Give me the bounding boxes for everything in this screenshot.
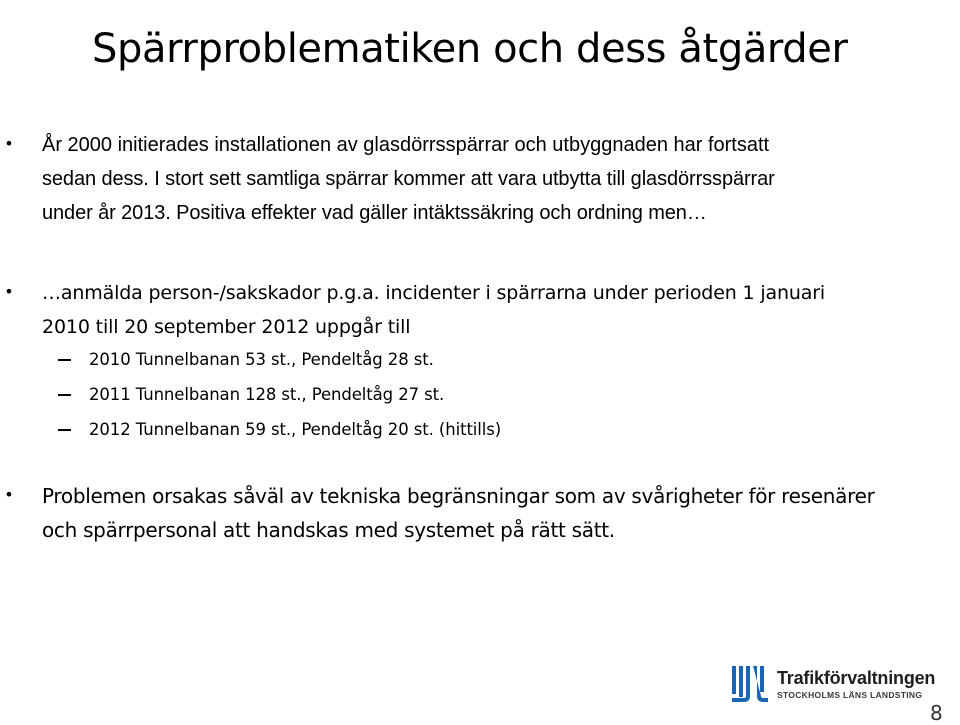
slide-title: Spärrproblematiken och dess åtgärder: [92, 25, 848, 72]
bullet-marker: •: [4, 134, 14, 153]
sub-bullet-dash: [58, 359, 71, 361]
bullet-1-line-3: under år 2013. Positiva effekter vad gäller intäktssäkring och ordning men…: [42, 202, 707, 224]
bullet-2-line-2: 2010 till 20 september 2012 uppgår till: [42, 316, 411, 338]
sub-bullet-dash: [58, 394, 71, 396]
bullet-marker: •: [4, 485, 14, 504]
bullet-paragraph-2: [42, 276, 825, 344]
bullet-1-line-1: År 2000 initierades installationen av glasdörrsspärrar och utbyggnaden har fortsatt: [42, 134, 770, 156]
bullet-2-line-1: …anmälda person-/sakskador p.g.a. incidenter i spärrarna under perioden 1 januari: [42, 282, 826, 304]
sub-item-2011: 2011 Tunnelbanan 128 st., Pendeltåg 27 st.: [89, 385, 445, 404]
bullet-marker: •: [4, 282, 14, 301]
trafikforvaltningen-logo: [730, 664, 960, 704]
logo-name: Trafikförvaltningen: [777, 668, 936, 688]
bullet-paragraph-3: [42, 479, 875, 547]
bullet-paragraph-1: [42, 128, 775, 230]
trafikforvaltningen-logo-icon: [730, 664, 770, 704]
bullet-3-line-1: Problemen orsakas såväl av tekniska begränsningar som av svårigheter för resenärer: [42, 484, 875, 508]
sub-bullet-dash: [58, 429, 71, 431]
sub-item-2010: 2010 Tunnelbanan 53 st., Pendeltåg 28 st.: [89, 350, 434, 369]
bullet-3-line-2: och spärrpersonal att handskas med systemet på rätt sätt.: [42, 518, 615, 542]
bullet-1-line-2: sedan dess. I stort sett samtliga spärrar kommer att vara utbytta till glasdörrsspärrar: [42, 168, 775, 190]
page-number: 8: [930, 701, 943, 725]
logo-subtitle: STOCKHOLMS LÄNS LANDSTING: [777, 690, 923, 700]
sub-item-2012: 2012 Tunnelbanan 59 st., Pendeltåg 20 st. (hittills): [89, 420, 502, 439]
